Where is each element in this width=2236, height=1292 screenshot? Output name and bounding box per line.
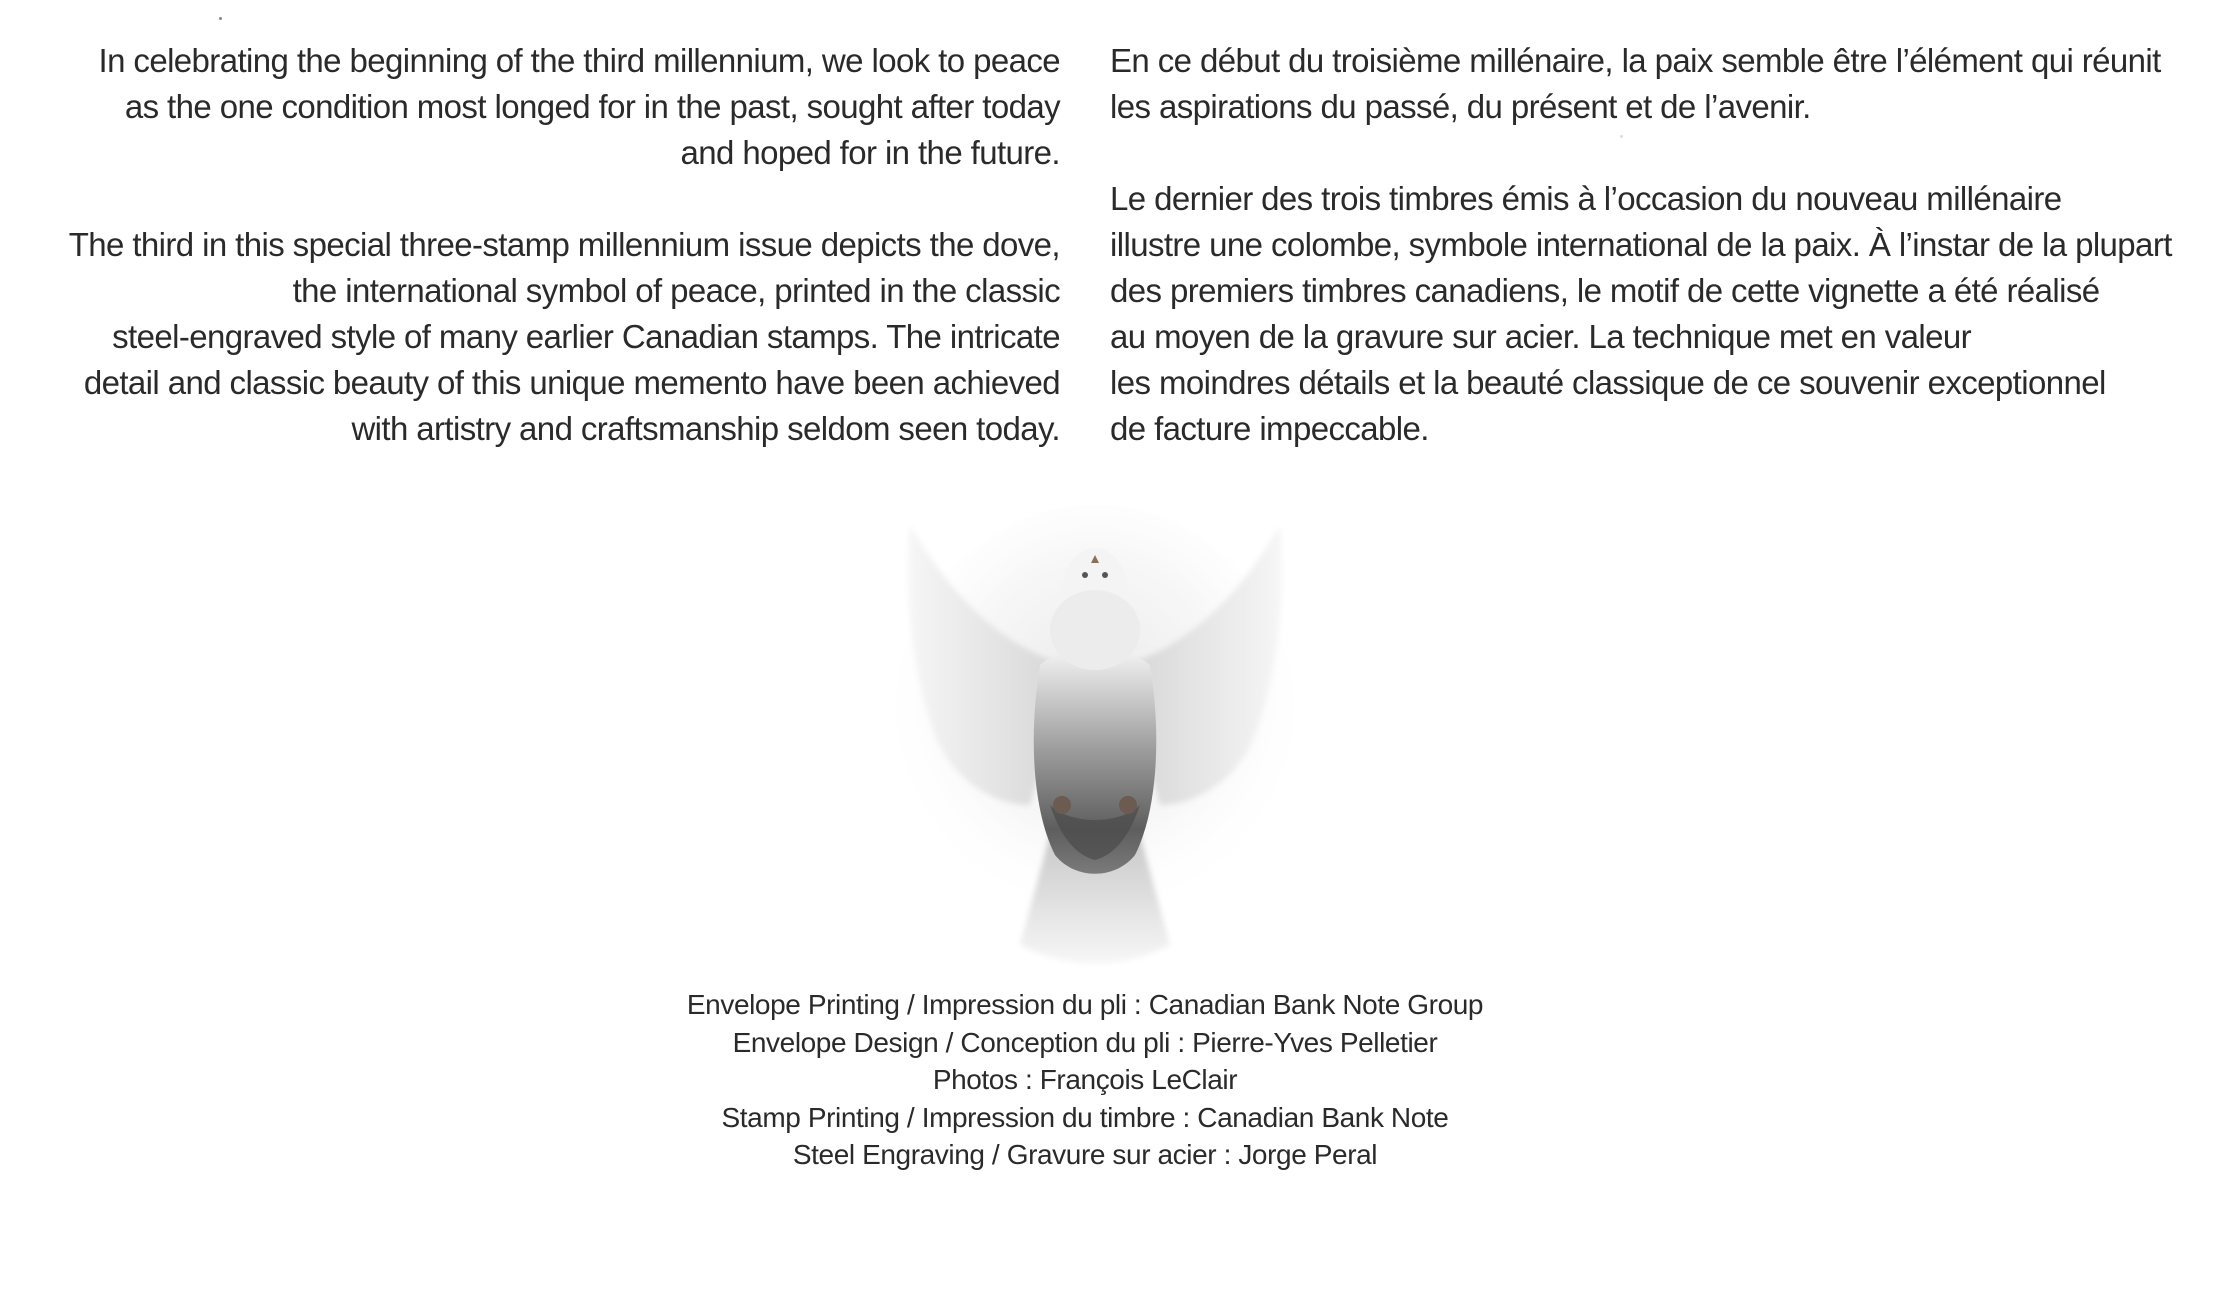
text-line: des premiers timbres canadiens, le motif de cette vignette a été réalisé: [1110, 272, 2100, 309]
dust-speck: [219, 17, 222, 20]
dove-image: [880, 505, 1310, 975]
text-line: En ce début du troisième millénaire, la paix semble être l’élément qui réunit: [1110, 42, 2161, 79]
english-text-column: [60, 38, 1060, 498]
credit-line: Stamp Printing / Impression du timbre : Canadian Bank Note: [721, 1101, 1449, 1133]
french-paragraph-intro: [1110, 38, 2190, 130]
credit-line: Photos : François LeClair: [932, 1064, 1238, 1095]
text-line: as the one condition most longed for in the past, sought after today: [124, 88, 1060, 125]
english-paragraph-intro: [60, 38, 1060, 176]
credit-line: Envelope Design / Conception du pli : Pierre-Yves Pelletier: [732, 1026, 1438, 1058]
english-paragraph-description: [60, 222, 1060, 452]
text-line: the international symbol of peace, printed in the classic: [292, 272, 1060, 309]
french-text-column: [1110, 38, 2190, 498]
text-line: with artistry and craftsmanship seldom seen today.: [351, 410, 1060, 447]
text-line: les moindres détails et la beauté classique de ce souvenir exceptionnel: [1110, 364, 2106, 401]
text-line: illustre une colombe, symbole international de la paix. À l’instar de la plupart: [1110, 226, 2172, 263]
credits-block: [590, 986, 1580, 1174]
text-line: The third in this special three-stamp millennium issue depicts the dove,: [68, 226, 1060, 263]
text-line: de facture impeccable.: [1110, 410, 1429, 447]
text-line: au moyen de la gravure sur acier. La technique met en valeur: [1110, 318, 1972, 355]
credit-line: Envelope Printing / Impression du pli : Canadian Bank Note Group: [686, 989, 1484, 1020]
text-line: Le dernier des trois timbres émis à l’occasion du nouveau millénaire: [1110, 180, 2062, 217]
text-line: detail and classic beauty of this unique memento have been achieved: [83, 364, 1060, 401]
text-line: les aspirations du passé, du présent et de l’avenir.: [1110, 88, 1811, 125]
text-line: steel-engraved style of many earlier Canadian stamps. The intricate: [112, 318, 1060, 355]
text-line: and hoped for in the future.: [680, 134, 1060, 171]
credit-line: Steel Engraving / Gravure sur acier : Jorge Peral: [792, 1139, 1378, 1170]
dove-icon: [880, 505, 1310, 975]
text-line: In celebrating the beginning of the third millennium, we look to peace: [98, 42, 1060, 79]
french-paragraph-description: [1110, 176, 2190, 452]
